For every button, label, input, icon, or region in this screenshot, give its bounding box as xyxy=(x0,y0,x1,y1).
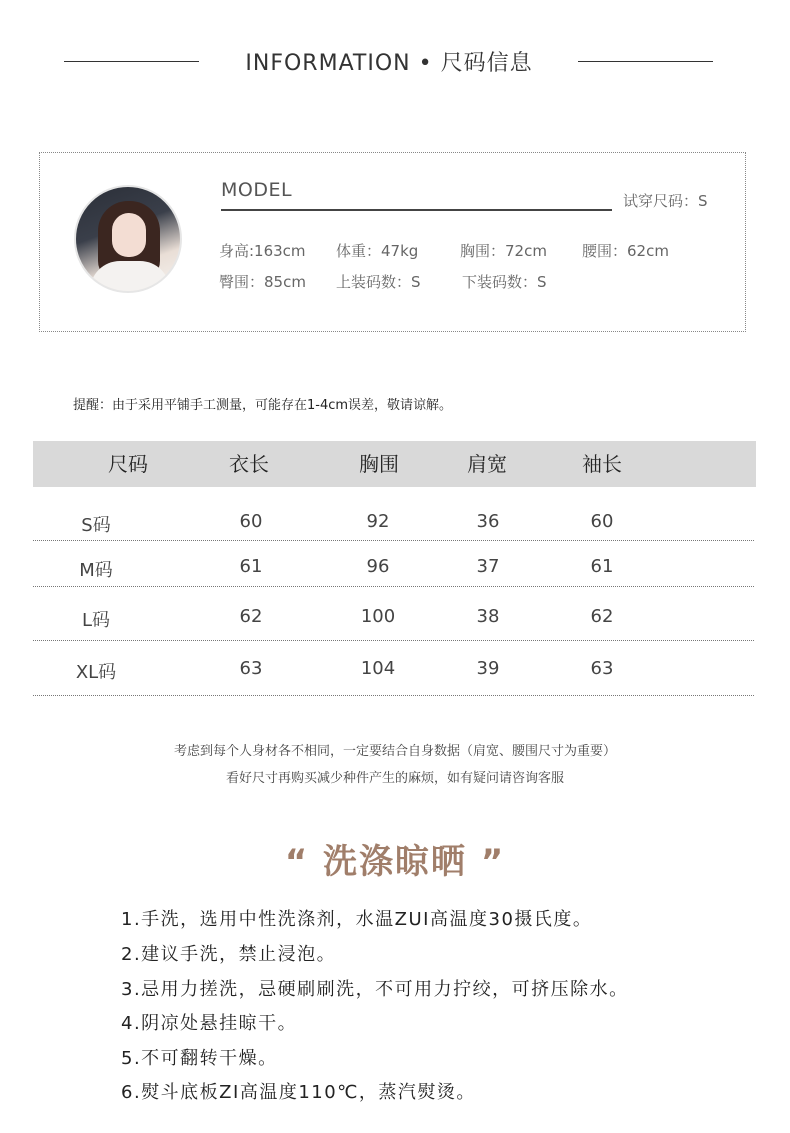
model-underline xyxy=(221,209,612,211)
cell-bust: 104 xyxy=(360,658,396,679)
cell-size: L码 xyxy=(81,610,111,631)
row-divider xyxy=(33,640,754,641)
cell-size: S码 xyxy=(81,515,111,536)
cell-size: M码 xyxy=(79,560,113,581)
cell-bust: 96 xyxy=(366,556,390,577)
size-table-header xyxy=(33,441,756,487)
header-shoulder: 肩宽 xyxy=(467,452,507,476)
cell-shoulder: 37 xyxy=(476,556,500,577)
washing-item: 6.熨斗底板ZI高温度110℃，蒸汽熨烫。 xyxy=(121,1082,476,1103)
model-stats-row-1 xyxy=(219,240,669,261)
cell-sleeve: 61 xyxy=(590,556,614,577)
cell-bust: 92 xyxy=(366,511,390,532)
cell-length: 61 xyxy=(239,556,263,577)
cell-bust: 100 xyxy=(360,606,396,627)
model-height: 身高:163cm xyxy=(219,242,306,260)
cell-size: XL码 xyxy=(75,662,117,683)
model-stats-row-2 xyxy=(219,271,547,292)
cell-shoulder: 39 xyxy=(476,658,500,679)
header-divider-left xyxy=(64,61,199,62)
header-size: 尺码 xyxy=(108,452,148,476)
washing-item: 1.手洗，选用中性洗涤剂，水温ZUI高温度30摄氏度。 xyxy=(121,909,593,930)
row-divider xyxy=(33,540,754,541)
washing-title: “ 洗涤晾晒 ” xyxy=(284,842,506,882)
cell-sleeve: 60 xyxy=(590,511,614,532)
fit-size: 试穿尺码：S xyxy=(623,192,708,210)
washing-item: 3.忌用力搓洗，忌硬刷刷洗，不可用力拧绞，可挤压除水。 xyxy=(121,979,629,1000)
model-top-size: 上装码数：S xyxy=(336,273,421,291)
cell-length: 62 xyxy=(239,606,263,627)
model-bottom-size: 下装码数：S xyxy=(462,273,547,291)
cell-sleeve: 62 xyxy=(590,606,614,627)
model-card xyxy=(39,152,746,332)
model-weight: 体重：47kg xyxy=(336,242,419,260)
header-bust: 胸围 xyxy=(359,452,399,476)
model-label: MODEL xyxy=(221,179,293,201)
header-sleeve: 袖长 xyxy=(582,452,622,476)
model-avatar xyxy=(74,185,182,293)
row-divider xyxy=(33,695,754,696)
washing-item: 4.阴凉处悬挂晾干。 xyxy=(121,1013,298,1034)
header-divider-right xyxy=(578,61,713,62)
section-title: INFORMATION • 尺码信息 xyxy=(245,51,533,76)
washing-item: 5.不可翻转干燥。 xyxy=(121,1048,278,1069)
row-divider xyxy=(33,586,754,587)
cell-sleeve: 63 xyxy=(590,658,614,679)
cell-shoulder: 36 xyxy=(476,511,500,532)
model-hip: 臀围：85cm xyxy=(219,273,306,291)
model-bust: 胸围：72cm xyxy=(460,242,547,260)
cell-shoulder: 38 xyxy=(476,606,500,627)
header-length: 衣长 xyxy=(229,452,269,476)
measurement-notice: 提醒：由于采用平铺手工测量，可能存在1-4cm误差，敬请谅解。 xyxy=(73,398,453,413)
cell-length: 63 xyxy=(239,658,263,679)
size-note-2: 看好尺寸再购买减少种件产生的麻烦，如有疑问请咨询客服 xyxy=(225,771,564,786)
model-waist: 腰围：62cm xyxy=(582,242,669,260)
cell-length: 60 xyxy=(239,511,263,532)
washing-item: 2.建议手洗，禁止浸泡。 xyxy=(121,944,337,965)
size-note-1: 考虑到每个人身材各不相同，一定要结合自身数据（肩宽、腰围尺寸为重要） xyxy=(173,744,616,759)
